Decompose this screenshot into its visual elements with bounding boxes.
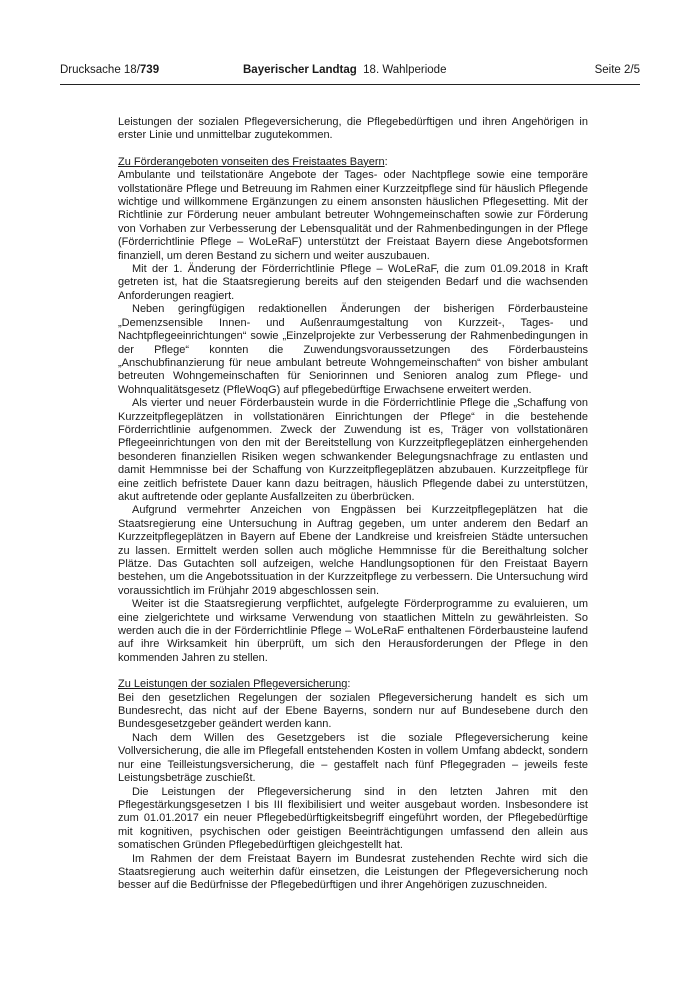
section-2-heading-colon: : [347, 678, 351, 691]
legislative-period: 18. Wahlperiode [363, 64, 447, 76]
section-2-heading [118, 678, 588, 691]
section-1-paragraph: Weiter ist die Staatsregierung verpflichtet, aufgelegte Förderprogramme zu evaluieren, um eine zielgerichtete und wirksame Verwendung von staatlichen Mitteln zu gewährleisten. So werden auch die in der Förderrichtlinie Pflege – WoLeRaF enthaltenen Förderbausteine laufend auf ihre Wirksamkeit hin überprüft, um sich den Herausforderungen der Pflege in den kommenden Jahren zu stellen. [118, 598, 588, 664]
section-1-paragraph: Mit der 1. Änderung der Förderrichtlinie Pflege – WoLeRaF, die zum 01.09.2018 in Kraft getreten ist, hat die Staatsregierung bereits auf den steigenden Bedarf und die wachsenden Anforderungen reagiert. [118, 263, 588, 302]
section-2-paragraph: Die Leistungen der Pflegeversicherung sind in den letzten Jahren mit den Pflegestärkungsgesetzen I bis III flexibilisiert und weiter ausgebaut worden. Insbesondere ist zum 01.01.2017 ein neuer Pflegebedürftigkeitsbegriff eingeführt worden, der Pflegebedürftige mit kognitiven, psychischen oder geistigen Beeinträchtigungen umfassend den allein aus somatischen Gründen Pflegebedürftigen gleichgestellt hat. [118, 785, 588, 852]
section-1-heading [118, 156, 588, 169]
section-1-paragraph: Ambulante und teilstationäre Angebote der Tages- oder Nachtpflege sowie eine temporäre vollstationäre Pflege und Betreuung im Rahmen einer Kurzzeitpflege sind für häuslich Pflegende wichtige und willkommene Ergänzungen zu einem ansonsten häuslichen Pflegesetting. Mit der Richtlinie zur Förderung neuer ambulant betreuter Wohngemeinschaften sowie zur Förderung von Vorhaben zur Verbesserung der Lebensqualität und der Rahmenbedingungen in der Pflege (Förderrichtlinie Pflege – WoLeRaF) unterstützt der Freistaat Bayern diese Angebotsformen finanziell, um deren Bestand zu sichern und weiter auszubauen. [118, 169, 588, 262]
section-1-paragraph: Als vierter und neuer Förderbaustein wurde in die Förderrichtlinie Pflege die „Schaffung von Kurzzeitpflegeplätzen in vollstationären Einrichtungen der Pflege“ in die bestehende Förderrichtlinie aufgenommen. Zweck der Zuwendung ist es, Träger von vollstationären Pflegeeinrichtungen von den mit der Bereitstellung von Kurzzeitpflegeplätzen einhergehenden besonderen finanziellen Risiken wegen schwankender Belegungsnachfrage zu entlasten und damit Hemmnisse bei der Schaffung von Kurzzeitpflegeplätzen abzubauen. Kurzzeitpflege für eine zeitlich befristete Dauer kann dazu beitragen, häuslich Pflegende dabei zu unterstützen, akut auftretende oder geplante Ausfallzeiten zu überbrücken. [118, 397, 588, 503]
document-number [60, 62, 159, 78]
document-number-prefix: Drucksache 18/ [60, 64, 140, 76]
section-1-heading-colon: : [384, 155, 388, 168]
document-body [118, 116, 588, 893]
page-header [60, 62, 640, 85]
section-1-paragraph: Aufgrund vermehrter Anzeichen von Engpässen bei Kurzzeitpflegeplätzen hat die Staatsregierung eine Untersuchung in Auftrag gegeben, um unter anderem den Bedarf an Kurzzeitpflegeplätzen in Bayern auf Ebene der Landkreise und kreisfreien Städte untersuchen zu lassen. Ermittelt werden sollen auch mögliche Hemmnisse für die Bereithaltung solcher Plätze. Das Gutachten soll aufzeigen, welche Handlungsoptionen für den Freistaat Bayern bestehen, um die Angebotssituation in der Kurzzeitpflege zu verbessern. Die Untersuchung wird voraussichtlich im Frühjahr 2019 abgeschlossen sein. [118, 504, 588, 597]
spacer [118, 143, 588, 156]
section-2-heading-text: Zu Leistungen der sozialen Pflegeversicherung [118, 678, 348, 691]
section-1-heading-text: Zu Förderangeboten vonseiten des Freistaates Bayern [118, 155, 385, 168]
section-2-paragraph: Nach dem Willen des Gesetzgebers ist die soziale Pflegeversicherung keine Vollversicherung, die alle im Pflegefall entstehenden Kosten in vollem Umfang abdeckt, sondern nur eine Teilleistungsversicherung, die – gestaffelt nach fünf Pflegegraden – jeweils feste Leistungsbeträge zuschießt. [118, 731, 588, 785]
spacer [118, 665, 588, 678]
section-1-paragraph: Neben geringfügigen redaktionellen Änderungen der bisherigen Förderbausteine „Demenzsensible Innen- und Außenraumgestaltung von Kurzzeit-, Tages- und Nachtpflegeeinrichtungen“ sowie „Einzelprojekte zur Verbesserung der Rahmenbedingungen in der Pflege“ konnten die Zuwendungsvoraussetzungen des Förderbausteins „Anschubfinanzierung für neue ambulant betreute Wohngemeinschaften“ von bisher ambulant betreuten Wohngemeinschaften für Seniorinnen und Senioren analog zum Pflege- und Wohnqualitätsgesetz (PfleWoqG) auf pflegebedürftige Erwachsene erweitert werden. [118, 303, 588, 396]
parliament-info [243, 62, 446, 78]
intro-paragraph: Leistungen der sozialen Pflegeversicherung, die Pflegebedürftigen und ihren Angehörigen in erster Linie und unmittelbar zugutekommen. [118, 116, 588, 142]
parliament-name: Bayerischer Landtag [243, 64, 357, 76]
document-number-value: 739 [139, 64, 160, 76]
page-number: Seite 2/5 [594, 64, 640, 76]
section-2-paragraph: Im Rahmen der dem Freistaat Bayern im Bundesrat zustehenden Rechte wird sich die Staatsregierung auch weiterhin dafür einsetzen, die Leistungen der Pflegeversicherung noch besser auf die Bedürfnisse der Pflegebedürftigen und ihrer Angehörigen zuzuschneiden. [118, 852, 588, 892]
section-2-paragraph: Bei den gesetzlichen Regelungen der sozialen Pflegeversicherung handelt es sich um Bundesrecht, das nicht auf der Ebene Bayerns, sondern nur auf Bundesebene durch den Bundesgesetzgeber geändert werden kann. [118, 691, 588, 731]
